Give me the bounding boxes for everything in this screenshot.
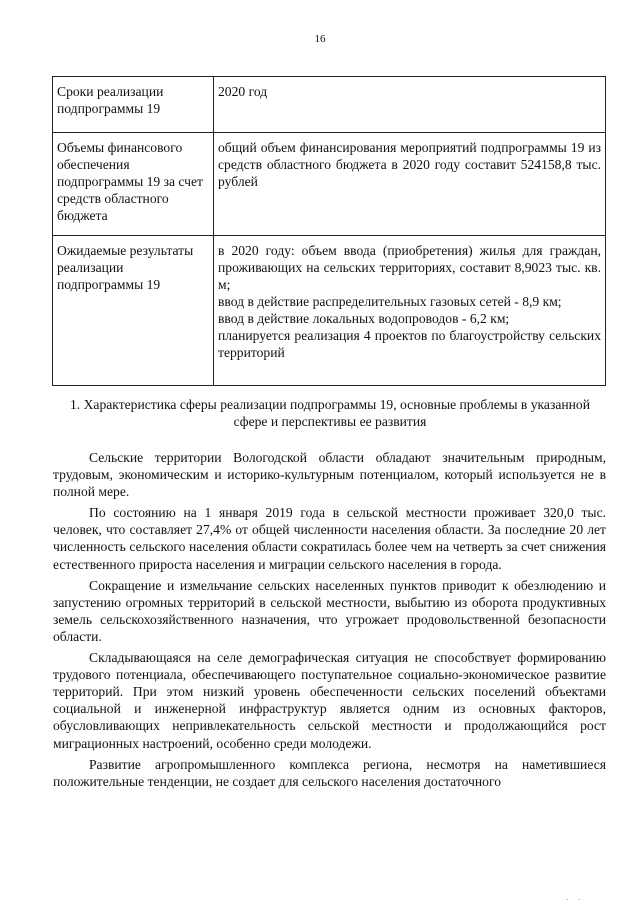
row-value <box>214 77 606 133</box>
page-number: 16 <box>314 33 326 45</box>
scan-mark-decoration: · · <box>566 896 585 904</box>
row-label: Ожидаемые результаты реализации подпрограммы 19 <box>53 236 214 386</box>
table-row <box>53 236 606 386</box>
value-line: в 2020 году: объем ввода (приобретения) жилья для граждан, проживающих на сельских территориях, составит 8,9023 тыс. кв. м; <box>218 243 601 292</box>
value-line: ввод в действие локальных водопроводов - 6,2 км; <box>218 311 510 326</box>
row-label: Объемы финансового обеспечения подпрограммы 19 за счет средств областного бюджета <box>53 133 214 236</box>
row-value <box>214 133 606 236</box>
value-line: 2020 год <box>218 84 268 99</box>
paragraph: Сельские территории Вологодской области обладают значительным природным, трудовым, экономическим и историко-культурным потенциалом, который используется не в полной мере. <box>53 450 606 500</box>
subprogram-passport-table <box>52 76 606 386</box>
section-heading: 1. Характеристика сферы реализации подпрограммы 19, основные проблемы в указанной сфере и перспективы ее развития <box>70 397 590 429</box>
row-value <box>214 236 606 386</box>
paragraph: По состоянию на 1 января 2019 года в сельской местности проживает 320,0 тыс. человек, что составляет 27,4% от общей численности населения области. За последние 20 лет численность сельского населения области сократилась более чем на четверть за счет снижения естественного прироста населения и миграции сельского населения в города. <box>53 505 606 572</box>
value-line: ввод в действие распределительных газовых сетей - 8,9 км; <box>218 294 562 309</box>
value-line: общий объем финансирования мероприятий подпрограммы 19 из средств областного бюджета в 2020 году составит 524158,8 тыс. рублей <box>218 140 601 189</box>
table-row <box>53 133 606 236</box>
table-row <box>53 77 606 133</box>
row-label: Сроки реализации подпрограммы 19 <box>53 77 214 133</box>
value-line: планируется реализация 4 проектов по благоустройству сельских территорий <box>218 328 601 360</box>
body-text <box>53 449 606 794</box>
paragraph: Складывающаяся на селе демографическая ситуация не способствует формированию трудового потенциала, обеспечивающего поступательное социально-экономическое развитие территорий. При этом низкий уровень обеспеченности сельских поселений объектами социальной и инженерной инфраструктур является одним из основных факторов, обусловливающих непривлекательность сельской местности и продолжающийся рост миграционных настроений, особенно среди молодежи. <box>53 650 606 751</box>
paragraph: Развитие агропромышленного комплекса региона, несмотря на наметившиеся положительные тенденции, не создает для сельского населения достаточного <box>53 756 606 789</box>
paragraph: Сокращение и измельчание сельских населенных пунктов приводит к обезлюдению и запустению огромных территорий в сельской местности, выбытию из оборота продуктивных земель сельскохозяйственного назначения, что угрожает продовольственной безопасности области. <box>53 577 606 644</box>
